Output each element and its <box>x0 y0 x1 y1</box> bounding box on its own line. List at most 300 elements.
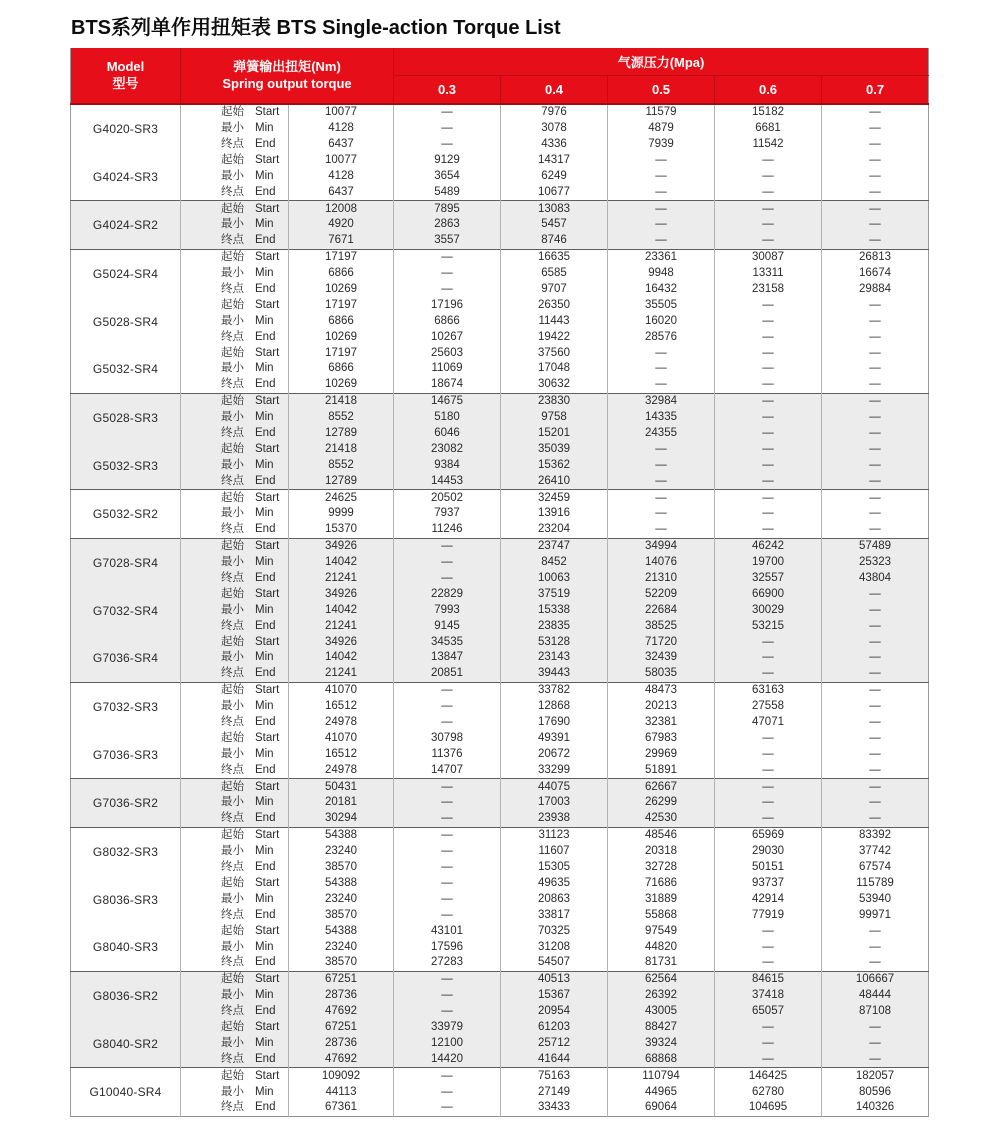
model-name: G10040-SR4 <box>71 1068 181 1117</box>
torque-value-0.7mpa: — <box>822 955 929 971</box>
torque-value-0.4mpa: 33782 <box>501 683 608 699</box>
row-label-en: End <box>255 956 276 969</box>
row-label-cn: 最小 <box>221 267 244 280</box>
table-header <box>71 48 929 104</box>
table-row <box>71 844 929 860</box>
row-label <box>181 473 289 489</box>
torque-value-0.6mpa: — <box>715 442 822 458</box>
table-row <box>71 377 929 393</box>
row-label <box>181 345 289 361</box>
row-label <box>181 266 289 282</box>
row-label-cn: 终点 <box>221 1101 244 1114</box>
torque-value-0.5mpa: 32984 <box>608 394 715 410</box>
torque-value-0.4mpa: 14317 <box>501 153 608 169</box>
row-label-cn: 起始 <box>221 731 244 744</box>
torque-value-0.7mpa: 25323 <box>822 555 929 571</box>
torque-value-0.3mpa: 2863 <box>394 217 501 233</box>
table-row <box>71 779 929 795</box>
torque-value-0.7mpa: — <box>822 233 929 249</box>
torque-value-0.6mpa: — <box>715 153 822 169</box>
torque-value-0.4mpa: 26350 <box>501 298 608 314</box>
torque-value-0.5mpa: 51891 <box>608 763 715 779</box>
torque-value-0.4mpa: 9758 <box>501 410 608 426</box>
torque-value-0.6mpa: 63163 <box>715 683 822 699</box>
row-label-en: End <box>255 572 276 585</box>
row-label <box>181 619 289 635</box>
row-label-cn: 起始 <box>221 202 244 215</box>
torque-value-0.3mpa: 7895 <box>394 201 501 217</box>
torque-value-0.4mpa: 39443 <box>501 666 608 682</box>
table-row <box>71 571 929 587</box>
torque-value-0.3mpa: — <box>394 908 501 924</box>
torque-value-0.6mpa: — <box>715 779 822 795</box>
row-label-en: End <box>255 716 276 729</box>
torque-value-0.5mpa: 20213 <box>608 699 715 715</box>
model-name: G8032-SR3 <box>71 828 181 876</box>
torque-value-0.3mpa: 14420 <box>394 1052 501 1068</box>
table-row <box>71 747 929 763</box>
torque-value-0.4mpa: 16635 <box>501 250 608 266</box>
torque-value-0.4mpa: 49391 <box>501 731 608 747</box>
torque-value-0.7mpa: — <box>822 650 929 666</box>
torque-value-0.7mpa: — <box>822 137 929 153</box>
torque-value-0.3mpa: — <box>394 555 501 571</box>
row-label <box>181 939 289 955</box>
row-label-cn: 起始 <box>221 780 244 793</box>
row-label-cn: 最小 <box>221 169 244 182</box>
torque-value-0.5mpa: 44820 <box>608 939 715 955</box>
row-label <box>181 795 289 811</box>
row-label <box>181 1068 289 1084</box>
torque-value-0.4mpa: 23938 <box>501 811 608 827</box>
row-label-cn: 终点 <box>221 474 244 487</box>
row-label <box>181 121 289 137</box>
row-label <box>181 233 289 249</box>
torque-value-0.3mpa: — <box>394 1068 501 1084</box>
torque-value-0.4mpa: 7976 <box>501 104 608 121</box>
row-label-en: End <box>255 330 276 343</box>
torque-value-0.3mpa: — <box>394 779 501 795</box>
torque-value-0.5mpa: 71686 <box>608 876 715 892</box>
torque-value-0.5mpa: 14076 <box>608 555 715 571</box>
row-label <box>181 282 289 298</box>
table-row <box>71 923 929 939</box>
row-label-en: Min <box>255 458 274 471</box>
torque-value-0.3mpa: 5180 <box>394 410 501 426</box>
row-label <box>181 217 289 233</box>
row-label-en: End <box>255 234 276 247</box>
torque-value-0.7mpa: — <box>822 121 929 137</box>
row-label-cn: 终点 <box>221 861 244 874</box>
torque-value-0.7mpa: — <box>822 923 929 939</box>
torque-value-0.5mpa: — <box>608 169 715 185</box>
torque-value-0.6mpa: — <box>715 939 822 955</box>
torque-value-0.5mpa: 38525 <box>608 619 715 635</box>
row-label-en: Min <box>255 796 274 809</box>
torque-value-0.6mpa: 65057 <box>715 1004 822 1020</box>
row-label-en: End <box>255 523 276 536</box>
table-row <box>71 650 929 666</box>
torque-value-0.3mpa: — <box>394 988 501 1004</box>
torque-value-0.5mpa: 20318 <box>608 844 715 860</box>
torque-value-0.3mpa: — <box>394 860 501 876</box>
torque-value-0.5mpa: 62667 <box>608 779 715 795</box>
torque-value-0.7mpa: — <box>822 361 929 377</box>
spring-torque-value: 47692 <box>289 1004 394 1020</box>
row-label-cn: 最小 <box>221 892 244 905</box>
table-row <box>71 1084 929 1100</box>
torque-value-0.7mpa: 80596 <box>822 1084 929 1100</box>
row-label-en: End <box>255 474 276 487</box>
torque-value-0.6mpa: — <box>715 394 822 410</box>
torque-value-0.4mpa: 4336 <box>501 137 608 153</box>
spring-torque-value: 12008 <box>289 201 394 217</box>
torque-value-0.5mpa: 28576 <box>608 329 715 345</box>
torque-value-0.7mpa: 43804 <box>822 571 929 587</box>
torque-value-0.6mpa: — <box>715 522 822 538</box>
model-name: G5028-SR3 <box>71 394 181 442</box>
spring-torque-value: 24978 <box>289 715 394 731</box>
model-name: G5032-SR4 <box>92 362 159 377</box>
spring-torque-value: 24978 <box>289 763 394 779</box>
torque-value-0.7mpa: — <box>822 184 929 200</box>
torque-value-0.7mpa: 106667 <box>822 972 929 988</box>
torque-value-0.6mpa: — <box>715 473 822 489</box>
torque-value-0.5mpa: 29969 <box>608 747 715 763</box>
torque-value-0.3mpa: 18674 <box>394 377 501 393</box>
torque-value-0.6mpa: 47071 <box>715 715 822 731</box>
torque-value-0.4mpa: 26410 <box>501 473 608 489</box>
spring-torque-value: 41070 <box>289 683 394 699</box>
row-label <box>181 715 289 731</box>
torque-value-0.3mpa: 3557 <box>394 233 501 249</box>
row-label-cn: 起始 <box>221 251 244 264</box>
row-label-cn: 最小 <box>221 796 244 809</box>
row-label <box>181 666 289 682</box>
row-label-en: Min <box>255 1085 274 1098</box>
torque-value-0.4mpa: 70325 <box>501 923 608 939</box>
row-label <box>181 1004 289 1020</box>
torque-value-0.6mpa: — <box>715 795 822 811</box>
row-label-cn: 最小 <box>221 1036 244 1049</box>
row-label <box>181 1020 289 1036</box>
row-label-cn: 终点 <box>221 716 244 729</box>
row-label <box>181 361 289 377</box>
row-label <box>181 555 289 571</box>
table-row <box>71 361 929 377</box>
row-label-en: Start <box>255 395 280 408</box>
table-row <box>71 153 929 169</box>
torque-value-0.4mpa: 17690 <box>501 715 608 731</box>
torque-value-0.6mpa: — <box>715 361 822 377</box>
torque-value-0.4mpa: 15367 <box>501 988 608 1004</box>
spring-torque-value: 21418 <box>289 442 394 458</box>
table-row <box>71 458 929 474</box>
row-label-en: Min <box>255 267 274 280</box>
row-label-en: Min <box>255 169 274 182</box>
row-label-cn: 终点 <box>221 667 244 680</box>
row-label-en: Min <box>255 362 274 375</box>
page-title: BTS系列单作用扭矩表 BTS Single-action Torque List <box>71 17 561 39</box>
torque-value-0.5mpa: — <box>608 442 715 458</box>
table-row <box>71 490 929 506</box>
table-row <box>71 1100 929 1116</box>
model-name: G4024-SR3 <box>92 169 159 184</box>
row-label-en: End <box>255 282 276 295</box>
table-row <box>71 1052 929 1068</box>
torque-value-0.5mpa: 44965 <box>608 1084 715 1100</box>
table-row <box>71 699 929 715</box>
row-label-en: End <box>255 1101 276 1114</box>
torque-value-0.3mpa: — <box>394 1084 501 1100</box>
torque-table <box>70 48 929 1117</box>
torque-value-0.6mpa: — <box>715 506 822 522</box>
torque-value-0.4mpa: 33299 <box>501 763 608 779</box>
torque-value-0.6mpa: — <box>715 731 822 747</box>
row-label-en: Min <box>255 218 274 231</box>
torque-value-0.5mpa: — <box>608 233 715 249</box>
torque-value-0.7mpa: 67574 <box>822 860 929 876</box>
model-name: G8036-SR3 <box>92 892 159 907</box>
torque-value-0.6mpa: — <box>715 329 822 345</box>
spring-torque-value: 6866 <box>289 266 394 282</box>
spring-torque-value: 67251 <box>289 1020 394 1036</box>
row-label-en: Start <box>255 635 280 648</box>
row-label <box>181 539 289 555</box>
torque-value-0.3mpa: 33979 <box>394 1020 501 1036</box>
row-label <box>181 876 289 892</box>
torque-value-0.7mpa: — <box>822 683 929 699</box>
torque-value-0.6mpa: — <box>715 458 822 474</box>
row-label-en: End <box>255 667 276 680</box>
torque-value-0.4mpa: 40513 <box>501 972 608 988</box>
torque-value-0.7mpa: — <box>822 763 929 779</box>
torque-value-0.6mpa: — <box>715 169 822 185</box>
torque-value-0.7mpa: — <box>822 666 929 682</box>
torque-value-0.4mpa: 23830 <box>501 394 608 410</box>
torque-value-0.6mpa: — <box>715 923 822 939</box>
spring-torque-value: 6866 <box>289 361 394 377</box>
torque-value-0.7mpa: — <box>822 795 929 811</box>
torque-value-0.4mpa: 75163 <box>501 1068 608 1084</box>
torque-value-0.5mpa: 7939 <box>608 137 715 153</box>
torque-value-0.6mpa: 66900 <box>715 587 822 603</box>
torque-value-0.5mpa: 24355 <box>608 426 715 442</box>
torque-value-0.5mpa: — <box>608 184 715 200</box>
spring-torque-value: 4920 <box>289 217 394 233</box>
torque-value-0.3mpa: 14675 <box>394 394 501 410</box>
row-label-cn: 终点 <box>221 282 244 295</box>
row-label <box>181 1052 289 1068</box>
row-label <box>181 377 289 393</box>
spring-torque-value: 47692 <box>289 1052 394 1068</box>
row-label-cn: 起始 <box>221 298 244 311</box>
row-label-cn: 起始 <box>221 153 244 166</box>
torque-value-0.6mpa: — <box>715 345 822 361</box>
header-spring-cn: 弹簧输出扭矩(Nm) <box>233 58 341 74</box>
torque-value-0.6mpa: 30029 <box>715 603 822 619</box>
spring-torque-value: 21241 <box>289 666 394 682</box>
torque-value-0.6mpa: — <box>715 314 822 330</box>
torque-value-0.6mpa: — <box>715 426 822 442</box>
table-row <box>71 266 929 282</box>
torque-value-0.6mpa: — <box>715 811 822 827</box>
torque-value-0.4mpa: 10677 <box>501 184 608 200</box>
table-row <box>71 731 929 747</box>
torque-value-0.3mpa: 17596 <box>394 939 501 955</box>
spring-torque-value: 6437 <box>289 184 394 200</box>
table-row <box>71 587 929 603</box>
torque-value-0.5mpa: 43005 <box>608 1004 715 1020</box>
row-label-en: Start <box>255 780 280 793</box>
torque-value-0.4mpa: 5457 <box>501 217 608 233</box>
spring-torque-value: 109092 <box>289 1068 394 1084</box>
table-row <box>71 250 929 266</box>
torque-value-0.7mpa: — <box>822 779 929 795</box>
torque-value-0.5mpa: 11579 <box>608 104 715 121</box>
row-label-cn: 终点 <box>221 956 244 969</box>
torque-value-0.7mpa: — <box>822 603 929 619</box>
spring-torque-value: 41070 <box>289 731 394 747</box>
torque-value-0.7mpa: — <box>822 490 929 506</box>
torque-value-0.6mpa: 53215 <box>715 619 822 635</box>
model-name: G7036-SR3 <box>92 747 159 762</box>
torque-value-0.4mpa: 6585 <box>501 266 608 282</box>
torque-value-0.7mpa: — <box>822 587 929 603</box>
row-label-cn: 终点 <box>221 619 244 632</box>
row-label-cn: 最小 <box>221 603 244 616</box>
table-row <box>71 282 929 298</box>
row-label-en: Start <box>255 587 280 600</box>
spring-torque-value: 34926 <box>289 539 394 555</box>
table-row <box>71 1036 929 1052</box>
spring-torque-value: 12789 <box>289 473 394 489</box>
torque-value-0.6mpa: 146425 <box>715 1068 822 1084</box>
row-label-en: Start <box>255 153 280 166</box>
torque-value-0.6mpa: — <box>715 763 822 779</box>
row-label <box>181 250 289 266</box>
table-row <box>71 121 929 137</box>
row-label-en: End <box>255 427 276 439</box>
spring-torque-value: 16512 <box>289 699 394 715</box>
header-spring-output-torque <box>181 48 394 104</box>
torque-value-0.4mpa: 15338 <box>501 603 608 619</box>
row-label-cn: 终点 <box>221 763 244 776</box>
row-label-en: Min <box>255 122 274 135</box>
spring-torque-value: 34926 <box>289 634 394 650</box>
row-label <box>181 923 289 939</box>
row-label-en: Min <box>255 700 274 713</box>
model-name: G7036-SR4 <box>71 634 181 682</box>
row-label <box>181 298 289 314</box>
table-row <box>71 988 929 1004</box>
model-name: G7028-SR4 <box>71 539 181 587</box>
torque-value-0.3mpa: — <box>394 811 501 827</box>
torque-value-0.7mpa: — <box>822 811 929 827</box>
torque-value-0.7mpa: — <box>822 410 929 426</box>
torque-value-0.4mpa: 35039 <box>501 442 608 458</box>
row-label-cn: 起始 <box>221 829 244 842</box>
table-row <box>71 763 929 779</box>
torque-value-0.7mpa: 83392 <box>822 828 929 844</box>
row-label <box>181 828 289 844</box>
torque-value-0.4mpa: 23747 <box>501 539 608 555</box>
torque-value-0.5mpa: 39324 <box>608 1036 715 1052</box>
torque-value-0.5mpa: 81731 <box>608 955 715 971</box>
header-model <box>71 48 181 104</box>
torque-value-0.6mpa: — <box>715 217 822 233</box>
torque-value-0.4mpa: 15201 <box>501 426 608 442</box>
torque-value-0.5mpa: 4879 <box>608 121 715 137</box>
torque-value-0.7mpa: — <box>822 522 929 538</box>
torque-value-0.5mpa: 32381 <box>608 715 715 731</box>
row-label <box>181 104 289 121</box>
torque-value-0.5mpa: — <box>608 153 715 169</box>
spring-torque-value: 67251 <box>289 972 394 988</box>
row-label-cn: 终点 <box>221 908 244 921</box>
row-label-en: End <box>255 378 276 391</box>
row-label-cn: 终点 <box>221 234 244 247</box>
table-row <box>71 908 929 924</box>
row-label-cn: 终点 <box>221 812 244 825</box>
torque-value-0.5mpa: 97549 <box>608 923 715 939</box>
row-label-en: Min <box>255 603 274 616</box>
spring-torque-value: 8552 <box>289 458 394 474</box>
table-row <box>71 619 929 635</box>
spring-torque-value: 6437 <box>289 137 394 153</box>
table-row <box>71 860 929 876</box>
torque-value-0.7mpa: — <box>822 153 929 169</box>
torque-value-0.4mpa: 11443 <box>501 314 608 330</box>
table-row <box>71 410 929 426</box>
torque-value-0.7mpa: 87108 <box>822 1004 929 1020</box>
spring-torque-value: 20181 <box>289 795 394 811</box>
table-row <box>71 555 929 571</box>
torque-value-0.5mpa: 35505 <box>608 298 715 314</box>
torque-value-0.7mpa: — <box>822 506 929 522</box>
spring-torque-value: 28736 <box>289 1036 394 1052</box>
torque-value-0.4mpa: 49635 <box>501 876 608 892</box>
torque-value-0.4mpa: 32459 <box>501 490 608 506</box>
torque-value-0.4mpa: 20672 <box>501 747 608 763</box>
header-model-en: Model <box>106 58 145 74</box>
torque-value-0.7mpa: — <box>822 619 929 635</box>
torque-value-0.3mpa: 6046 <box>394 426 501 442</box>
table-row <box>71 298 929 314</box>
torque-value-0.6mpa: — <box>715 955 822 971</box>
torque-value-0.4mpa: 37560 <box>501 345 608 361</box>
torque-value-0.5mpa: — <box>608 506 715 522</box>
torque-value-0.3mpa: 11069 <box>394 361 501 377</box>
torque-value-0.5mpa: 9948 <box>608 266 715 282</box>
row-label-en: End <box>255 812 276 825</box>
row-label-cn: 起始 <box>221 876 244 889</box>
torque-value-0.6mpa: 19700 <box>715 555 822 571</box>
table-row <box>71 683 929 699</box>
torque-value-0.3mpa: — <box>394 715 501 731</box>
torque-value-0.5mpa: 110794 <box>608 1068 715 1084</box>
torque-value-0.6mpa: 77919 <box>715 908 822 924</box>
table-row <box>71 104 929 121</box>
spring-torque-value: 14042 <box>289 555 394 571</box>
table-row <box>71 426 929 442</box>
torque-value-0.6mpa: 42914 <box>715 892 822 908</box>
table-row <box>71 169 929 185</box>
torque-value-0.5mpa: 48546 <box>608 828 715 844</box>
torque-value-0.4mpa: 37519 <box>501 587 608 603</box>
torque-value-0.4mpa: 53128 <box>501 634 608 650</box>
model-name: G7036-SR2 <box>71 779 181 828</box>
